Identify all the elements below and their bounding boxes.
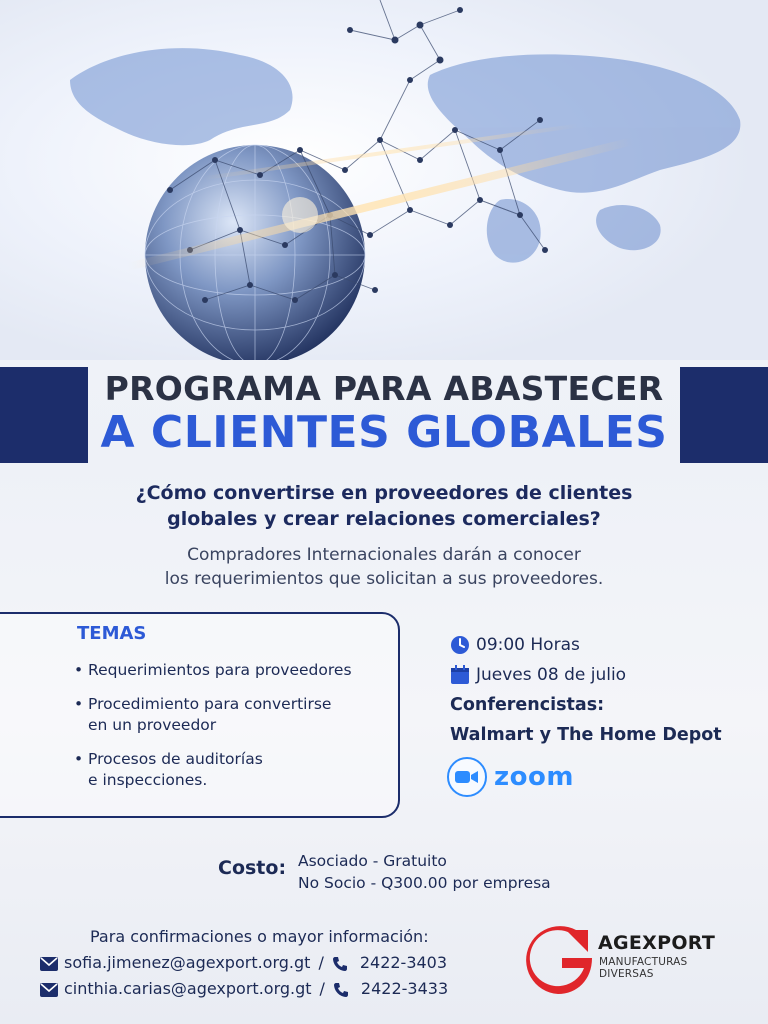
logo-subtitle: [599, 956, 687, 980]
speakers-label: Conferencistas:: [450, 695, 605, 715]
subtitle-line-2: los requerimientos que solicitan a sus proveedores.: [164, 569, 604, 589]
temas-item-text-cont: en un proveedor: [88, 716, 217, 734]
calendar-icon: [450, 665, 470, 685]
phone-icon: [333, 982, 349, 996]
temas-heading: TEMAS: [77, 623, 147, 644]
contact-row: [40, 953, 447, 972]
temas-item-text: Requerimientos para proveedores: [88, 661, 352, 679]
speakers: Walmart y The Home Depot: [450, 725, 722, 745]
envelope-icon: [40, 956, 58, 970]
title-band: [0, 367, 768, 463]
subtitle-line-1: Compradores Internacionales darán a conocer: [187, 545, 581, 565]
cost-member: Asociado - Gratuito: [298, 852, 447, 870]
zoom-platform: [447, 757, 574, 797]
event-info: [450, 630, 760, 750]
agexport-logo: [522, 922, 762, 1000]
temas-item: [74, 749, 394, 791]
contact-separator: /: [319, 979, 325, 998]
event-time: 09:00 Horas: [476, 635, 580, 655]
event-date-row: [450, 660, 760, 690]
contact-email[interactable]: cinthia.carias@agexport.org.gt: [64, 979, 312, 998]
temas-item-text-cont: e inspecciones.: [88, 771, 208, 789]
logo-subtitle-line-1: MANUFACTURAS: [599, 956, 688, 968]
contact-row: [40, 979, 448, 998]
cost-details: [298, 850, 551, 894]
question-line-2: globales y crear relaciones comerciales?: [167, 508, 601, 530]
clock-icon: [450, 635, 470, 655]
temas-item: [74, 660, 394, 681]
question-heading: [100, 480, 668, 532]
temas-item-text: Procedimiento para convertirse: [88, 695, 332, 713]
logo-name: AGEXPORT: [598, 932, 716, 954]
contact-phone[interactable]: 2422-3433: [360, 979, 449, 998]
contact-email[interactable]: sofia.jimenez@agexport.org.gt: [64, 953, 311, 972]
zoom-camera-icon: [447, 757, 487, 797]
envelope-icon: [40, 982, 58, 996]
title-line-1: PROGRAMA PARA ABASTECER: [104, 369, 664, 408]
question-line-1: ¿Cómo convertirse en proveedores de clientes: [135, 482, 633, 504]
subtitle: [100, 543, 668, 591]
temas-item: [74, 694, 394, 736]
cost-non-member: No Socio - Q300.00 por empresa: [298, 874, 551, 892]
event-date: Jueves 08 de julio: [476, 665, 627, 685]
globe-network-graphic: [0, 0, 768, 360]
contact-title: Para confirmaciones o mayor información:: [90, 927, 429, 946]
contact-separator: /: [318, 953, 324, 972]
contact-phone[interactable]: 2422-3403: [359, 953, 448, 972]
hero-globe-illustration: [0, 0, 768, 360]
title-line-2: A CLIENTES GLOBALES: [100, 407, 668, 458]
event-time-row: [450, 630, 760, 660]
zoom-wordmark: zoom: [494, 762, 574, 792]
temas-list: [74, 660, 394, 804]
logo-subtitle-line-2: DIVERSAS: [599, 968, 654, 980]
cost-label: Costo:: [218, 857, 287, 879]
agexport-logo-mark: [522, 924, 594, 996]
temas-item-text: Procesos de auditorías: [88, 750, 263, 768]
phone-icon: [332, 956, 348, 970]
